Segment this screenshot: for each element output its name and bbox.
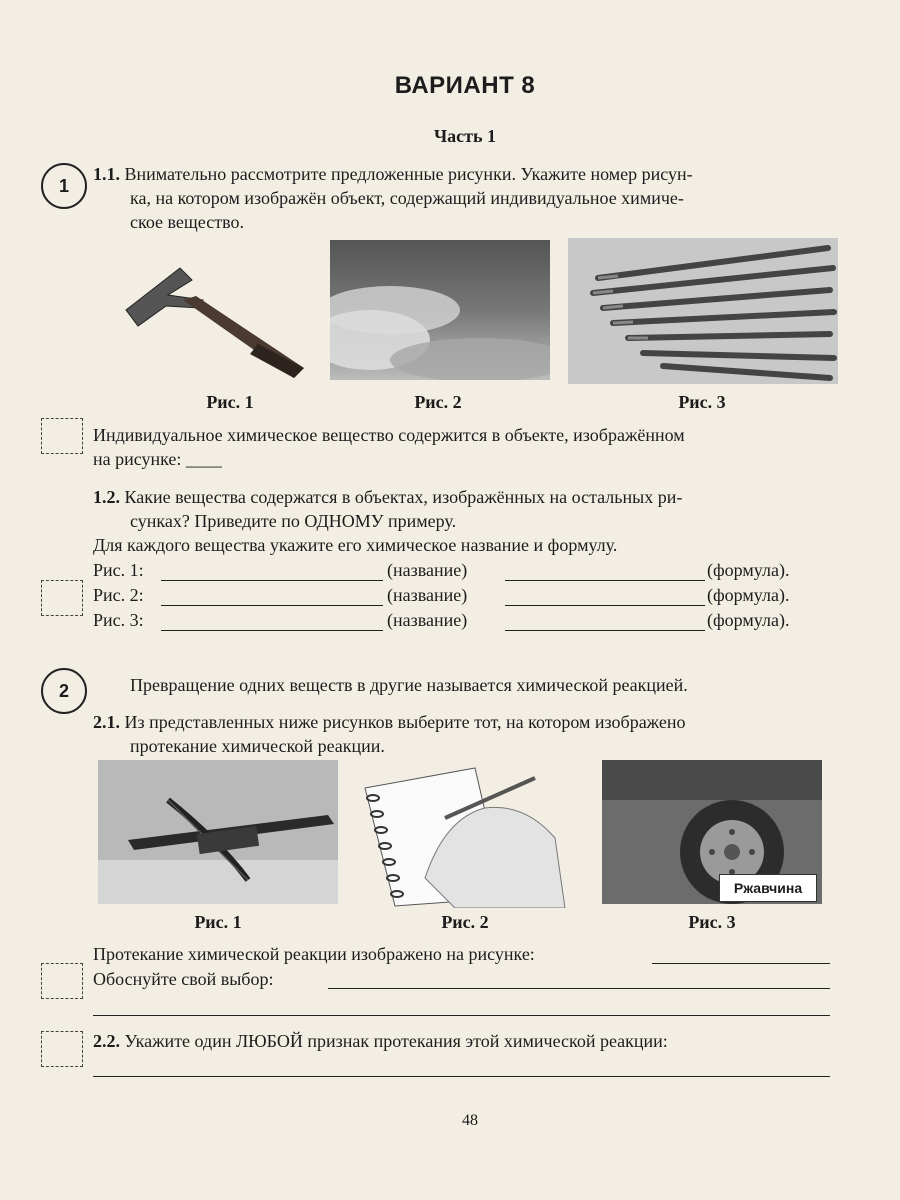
rust-label: Ржавчина — [719, 874, 817, 902]
answer-line-1-1b: на рисунке: ____ — [93, 449, 222, 469]
task-number-1: 1 — [41, 163, 87, 209]
fig1-caption: Рис. 1 — [206, 392, 254, 412]
fill-row-3: Рис. 3: (название) (формула). — [93, 610, 790, 630]
fill-row-3-formula-line[interactable] — [505, 610, 705, 631]
answer-box-2-1[interactable] — [41, 963, 83, 999]
pencils-image — [568, 238, 838, 384]
justify-label: Обоснуйте свой выбор: — [93, 969, 274, 989]
answer-line-2-1-blank[interactable] — [652, 943, 830, 964]
fog-image — [330, 240, 550, 380]
q1-1-line2: ка, на котором изображён объект, содержащий индивидуальное химиче- — [130, 188, 684, 208]
fill-row-2: Рис. 2: (название) (формула). — [93, 585, 790, 605]
q1-1-line1: 1.1. Внимательно рассмотрите предложенные рисунки. Укажите номер рисун- — [93, 164, 693, 184]
fill-row-2-formula-line[interactable] — [505, 585, 705, 606]
variant-title: ВАРИАНТ 8 — [394, 72, 536, 99]
page-number: 48 — [462, 1112, 478, 1129]
q1-1-line3: ское вещество. — [130, 212, 244, 232]
q2-2-text: 2.2. Укажите один ЛЮБОЙ признак протекания этой химической реакции: — [93, 1031, 668, 1051]
q2-2-answer-line[interactable] — [93, 1056, 830, 1077]
fig2-caption: Рис. 2 — [414, 392, 462, 412]
fill-row-1-name-line[interactable] — [161, 560, 383, 581]
q1-2-line2: сунках? Приведите по ОДНОМУ примеру. — [130, 511, 457, 531]
fig2-2-caption: Рис. 2 — [441, 912, 489, 932]
q1-2-instruction: Для каждого вещества укажите его химическое название и формулу. — [93, 535, 618, 555]
fill-row-3-name-line[interactable] — [161, 610, 383, 631]
answer-line-2-1: Протекание химической реакции изображено на рисунке: — [93, 944, 535, 964]
fig3-caption: Рис. 3 — [678, 392, 726, 412]
fill-row-1-formula-line[interactable] — [505, 560, 705, 581]
justify-line-2[interactable] — [93, 995, 830, 1016]
answer-box-1-1[interactable] — [41, 418, 83, 454]
answer-box-2-2[interactable] — [41, 1031, 83, 1067]
part-title: Часть 1 — [433, 126, 497, 146]
fig2-3-caption: Рис. 3 — [688, 912, 736, 932]
task-number-2: 2 — [41, 668, 87, 714]
justify-line-1[interactable] — [328, 968, 830, 989]
q2-2-label: 2.2. — [93, 1031, 120, 1051]
hammer-image — [108, 260, 308, 380]
answer-box-1-2[interactable] — [41, 580, 83, 616]
fill-row-2-name-line[interactable] — [161, 585, 383, 606]
fill-row-1: Рис. 1: (название) (формула). — [93, 560, 790, 580]
task2-intro: Превращение одних веществ в другие называется химической реакцией. — [130, 675, 688, 695]
q2-1-line2: протекание химической реакции. — [130, 736, 385, 756]
q1-2-line1: 1.2. Какие вещества содержатся в объектах, изображённых на остальных ри- — [93, 487, 683, 507]
q1-1-label: 1.1. — [93, 164, 120, 184]
q1-2-label: 1.2. — [93, 487, 120, 507]
answer-line-1-1a: Индивидуальное химическое вещество содержится в объекте, изображённом — [93, 425, 685, 445]
fig2-1-caption: Рис. 1 — [194, 912, 242, 932]
crossbow-image — [98, 760, 338, 904]
q2-1-line1: 2.1. Из представленных ниже рисунков выберите тот, на котором изображено — [93, 712, 686, 732]
q2-1-label: 2.1. — [93, 712, 120, 732]
writing-hand-image — [355, 758, 585, 908]
